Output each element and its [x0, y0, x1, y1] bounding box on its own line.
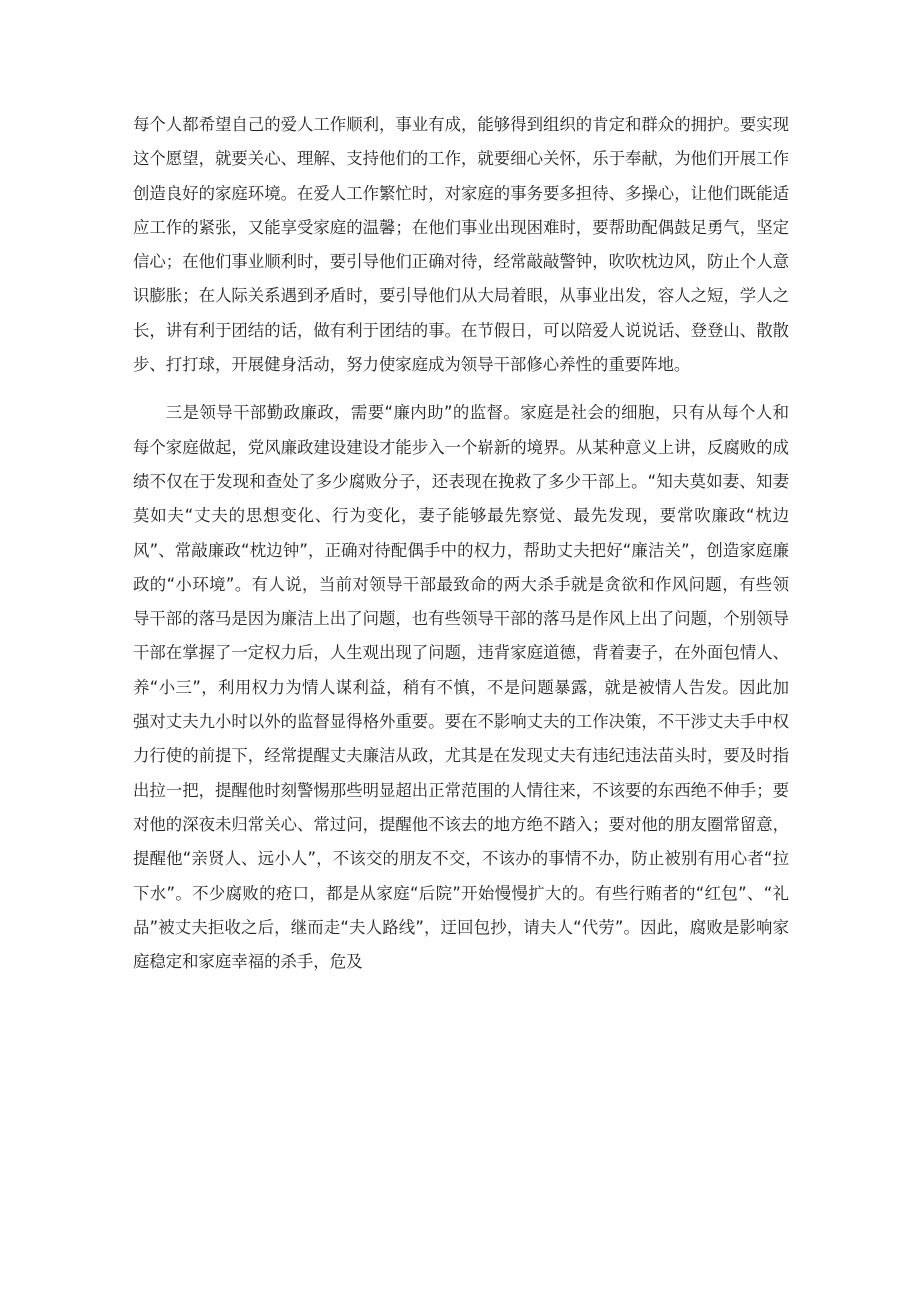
document-body — [133, 108, 789, 979]
paragraph-family-support: 每个人都希望自己的爱人工作顺利，事业有成，能够得到组织的肯定和群众的拥护。要实现这个愿望，就要关心、理解、支持他们的工作，就要细心关怀，乐于奉献，为他们开展工作创造良好的家庭环境。在爱人工作繁忙时，对家庭的事务要多担待、多操心，让他们既能适应工作的紧张，又能享受家庭的温馨；在他们事业出现困难时，要帮助配偶鼓足勇气，坚定信心；在他们事业顺利时，要引导他们正确对待，经常敲敲警钟，吹吹枕边风，防止个人意识膨胀；在人际关系遇到矛盾时，要引导他们从大局着眼，从事业出发，容人之短，学人之长，讲有利于团结的话，做有利于团结的事。在节假日，可以陪爱人说说话、登登山、散散步、打打球，开展健身活动，努力使家庭成为领导干部修心养性的重要阵地。 — [133, 115, 789, 375]
paragraph-clean-governance: 三是领导干部勤政廉政，需要“廉内助”的监督。家庭是社会的细胞，只有从每个人和每个家庭做起，党风廉政建设建设才能步入一个崭新的境界。从某种意义上讲，反腐败的成绩不仅在于发现和查处了多少腐败分子，还表现在挽救了多少干部上。“知夫莫如妻、知妻莫如夫“丈夫的思想变化、行为变化，妻子能够最先察觉、最先发现，要常吹廉政“枕边风”、常敲廉政“枕边钟”，正确对待配偶手中的权力，帮助丈夫把好“廉洁关”，创造家庭廉政的“小环境”。有人说，当前对领导干部最致命的两大杀手就是贪欲和作风问题，有些领导干部的落马是因为廉洁上出了问题，也有些领导干部的落马是作风上出了问题，个别领导干部在掌握了一定权力后，人生观出现了问题，违背家庭道德，背着妻子，在外面包情人、养“小三”，利用权力为情人谋利益，稍有不慎，不是问题暴露，就是被情人告发。因此加强对丈夫九小时以外的监督显得格外重要。要在不影响丈夫的工作决策，不干涉丈夫手中权力行使的前提下，经常提醒丈夫廉洁从政，尤其是在发现丈夫有违纪违法苗头时，要及时指出拉一把，提醒他时刻警惕那些明显超出正常范围的人情往来，不该要的东西绝不伸手；要对他的深夜未归常关心、常过问，提醒他不该去的地方绝不踏入；要对他的朋友圈常留意，提醒他“亲贤人、远小人”，不该交的朋友不交，不该办的事情不办，防止被别有用心者“拉下水”。不少腐败的疮口，都是从家庭“后院”开始慢慢扩大的。有些行贿者的“红包”、“礼品”被丈夫拒收之后，继而走“夫人路线”，迂回包抄，请夫人“代劳”。因此，腐败是影响家庭稳定和家庭幸福的杀手，危及 — [133, 403, 789, 972]
